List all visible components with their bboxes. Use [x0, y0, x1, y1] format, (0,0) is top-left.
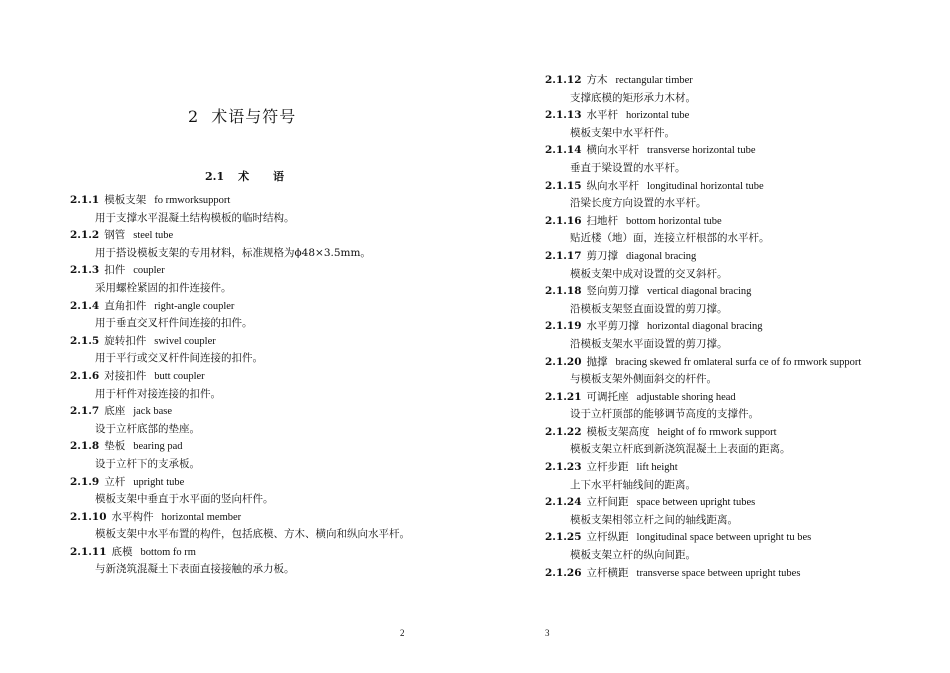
- term-entry: [545, 424, 885, 459]
- term-entry: [70, 192, 410, 227]
- term-chinese: 横向水平杆: [586, 144, 640, 157]
- term-entry: [545, 72, 885, 107]
- term-heading: [70, 474, 410, 492]
- term-english: diagonal bracing: [626, 250, 697, 262]
- term-number: 2.1.9: [70, 475, 100, 488]
- term-definition: 模板支架中垂直于水平面的竖向杆件。: [95, 493, 274, 506]
- term-english: height of fo rmwork support: [657, 426, 777, 438]
- term-english: horizontal tube: [626, 110, 690, 122]
- term-chinese: 竖向剪刀撑: [586, 285, 640, 298]
- term-entry: [70, 333, 410, 368]
- term-chinese: 对接扣件: [104, 369, 147, 382]
- term-entry: [70, 368, 410, 403]
- term-entry: [545, 389, 885, 424]
- term-english: rectangular timber: [615, 75, 693, 86]
- term-heading: [545, 389, 885, 407]
- term-english: adjustable shoring head: [636, 391, 736, 403]
- term-chinese: 直角扣件: [104, 299, 147, 312]
- term-definition: 用于支撑水平混凝土结构模板的临时结构。: [95, 211, 295, 224]
- term-heading: [545, 283, 885, 301]
- term-heading: [70, 368, 410, 386]
- term-number: 2.1.23: [545, 461, 582, 474]
- term-heading: [545, 318, 885, 336]
- term-number: 2.1.6: [70, 369, 100, 382]
- term-entry: [545, 565, 885, 583]
- term-definition: 采用螺栓紧固的扣件连接件。: [95, 281, 232, 294]
- term-chinese: 立杆横距: [586, 566, 629, 579]
- term-chinese: 扫地杆: [586, 214, 619, 227]
- term-english: bottom fo rm: [140, 546, 196, 558]
- term-definition: 支撑底模的矩形承力木材。: [570, 91, 696, 104]
- term-list: [545, 72, 885, 582]
- term-definition: 贴近楼（地）面，连接立杆根部的水平杆。: [570, 232, 770, 245]
- term-definition: 用于杆件对接连接的扣件。: [95, 387, 221, 400]
- term-entry: [70, 509, 410, 544]
- term-english: fo rmworksupport: [154, 195, 231, 206]
- term-definition: 设于立杆顶部的能够调节高度的支撑件。: [570, 408, 759, 421]
- term-english: longitudinal space between upright tu bes: [636, 532, 812, 544]
- term-definition: 设于立杆底部的垫座。: [95, 422, 200, 435]
- term-number: 2.1.3: [70, 264, 100, 277]
- term-number: 2.1.16: [545, 214, 582, 227]
- term-number: 2.1.14: [545, 144, 582, 157]
- term-number: 2.1.24: [545, 496, 582, 509]
- term-chinese: 水平剪刀撑: [586, 320, 640, 333]
- term-number: 2.1.20: [545, 355, 582, 368]
- term-chinese: 纵向水平杆: [586, 179, 640, 192]
- term-number: 2.1.7: [70, 405, 100, 418]
- term-chinese: 可调托座: [586, 390, 629, 403]
- section-number: 2.1: [205, 170, 225, 183]
- term-english: butt coupler: [154, 370, 205, 382]
- term-heading: [545, 565, 885, 583]
- term-chinese: 扣件: [104, 264, 126, 277]
- term-definition: 沿模板支架水平面设置的剪刀撑。: [570, 337, 728, 350]
- term-number: 2.1.17: [545, 249, 582, 262]
- term-definition: 模板支架中成对设置的交叉斜杆。: [570, 267, 728, 280]
- term-entry: [70, 403, 410, 438]
- term-number: 2.1.5: [70, 334, 100, 347]
- term-english: coupler: [133, 265, 165, 277]
- term-chinese: 剪刀撑: [586, 249, 619, 262]
- term-number: 2.1.4: [70, 299, 100, 312]
- term-definition: 与模板支架外侧面斜交的杆件。: [570, 373, 717, 386]
- term-chinese: 底模: [111, 545, 133, 558]
- term-heading: [70, 403, 410, 421]
- term-definition: 沿梁长度方向设置的水平杆。: [570, 197, 707, 210]
- term-entry: [545, 178, 885, 213]
- term-definition: 模板支架中水平杆件。: [570, 126, 675, 139]
- term-definition: 与新浇筑混凝土下表面直接接触的承力板。: [95, 563, 295, 576]
- term-heading: [545, 424, 885, 442]
- right-page: [475, 0, 950, 673]
- term-heading: [545, 459, 885, 477]
- term-entry: [545, 107, 885, 142]
- section-name: 术 语: [238, 170, 294, 183]
- term-heading: [545, 213, 885, 231]
- term-definition: 用于搭设模板支架的专用材料，标准规格为ϕ48×3.5mm。: [95, 246, 371, 259]
- term-number: 2.1.18: [545, 285, 582, 298]
- term-number: 2.1.15: [545, 179, 582, 192]
- term-number: 2.1.25: [545, 531, 582, 544]
- term-heading: [70, 298, 410, 316]
- term-entry: [70, 438, 410, 473]
- term-heading: [545, 72, 885, 90]
- term-number: 2.1.2: [70, 229, 100, 242]
- term-heading: [70, 262, 410, 280]
- term-chinese: 方木: [586, 74, 608, 86]
- term-chinese: 水平杆: [586, 109, 619, 122]
- term-chinese: 旋转扣件: [104, 334, 147, 347]
- term-number: 2.1.21: [545, 390, 582, 403]
- term-list: [70, 192, 410, 579]
- term-heading: [545, 248, 885, 266]
- term-entry: [545, 248, 885, 283]
- term-heading: [545, 107, 885, 125]
- chapter-title: [188, 104, 296, 127]
- term-heading: [545, 142, 885, 160]
- term-entry: [70, 262, 410, 297]
- term-heading: [70, 227, 410, 245]
- term-chinese: 模板支架: [104, 194, 147, 206]
- term-chinese: 垫板: [104, 440, 126, 453]
- term-english: horizontal member: [161, 511, 242, 523]
- term-definition: 垂直于梁设置的水平杆。: [570, 161, 686, 174]
- term-english: bearing pad: [133, 441, 183, 453]
- term-chinese: 立杆步距: [586, 461, 629, 474]
- term-english: bottom horizontal tube: [626, 215, 722, 227]
- term-number: 2.1.26: [545, 566, 582, 579]
- term-heading: [70, 509, 410, 527]
- term-entry: [545, 354, 885, 389]
- term-english: space between upright tubes: [636, 497, 756, 509]
- chapter-number: 2: [188, 107, 200, 126]
- term-heading: [545, 494, 885, 512]
- term-heading: [545, 178, 885, 196]
- term-chinese: 钢管: [104, 229, 126, 242]
- term-definition: 模板支架立杆的纵向间距。: [570, 549, 696, 562]
- term-number: 2.1.10: [70, 510, 107, 523]
- term-entry: [70, 544, 410, 579]
- term-chinese: 模板支架高度: [586, 425, 650, 438]
- term-english: steel tube: [133, 230, 174, 242]
- term-english: jack base: [133, 406, 173, 418]
- term-number: 2.1.1: [70, 194, 100, 206]
- term-number: 2.1.19: [545, 320, 582, 333]
- term-number: 2.1.12: [545, 74, 582, 86]
- term-entry: [545, 459, 885, 494]
- page-number: 2: [400, 628, 405, 638]
- term-english: horizontal diagonal bracing: [647, 321, 763, 333]
- term-heading: [70, 438, 410, 456]
- term-number: 2.1.11: [70, 545, 107, 558]
- term-english: bracing skewed fr omlateral surfa ce of fo rmwork support: [615, 356, 862, 368]
- term-definition: 沿模板支架竖直面设置的剪刀撑。: [570, 302, 728, 315]
- term-heading: [70, 544, 410, 562]
- term-entry: [545, 142, 885, 177]
- term-heading: [70, 192, 410, 210]
- section-title: [205, 168, 294, 184]
- term-english: vertical diagonal bracing: [647, 286, 752, 298]
- term-english: longitudinal horizontal tube: [647, 180, 764, 192]
- term-chinese: 底座: [104, 405, 126, 418]
- term-entry: [70, 298, 410, 333]
- term-definition: 模板支架立杆底到新浇筑混凝土上表面的距离。: [570, 443, 791, 456]
- term-definition: 上下水平杆轴线间的距离。: [570, 478, 696, 491]
- term-entry: [545, 318, 885, 353]
- term-number: 2.1.8: [70, 440, 100, 453]
- term-chinese: 立杆: [104, 475, 126, 488]
- term-entry: [545, 529, 885, 564]
- term-english: transverse space between upright tubes: [636, 567, 801, 579]
- term-entry: [545, 494, 885, 529]
- term-english: transverse horizontal tube: [647, 145, 756, 157]
- term-definition: 设于立杆下的支承板。: [95, 457, 200, 470]
- term-entry: [70, 474, 410, 509]
- term-chinese: 立杆间距: [586, 496, 629, 509]
- term-definition: 用于平行或交叉杆件间连接的扣件。: [95, 352, 263, 365]
- term-number: 2.1.22: [545, 425, 582, 438]
- term-chinese: 立杆纵距: [586, 531, 629, 544]
- term-chinese: 水平构件: [111, 510, 154, 523]
- term-english: upright tube: [133, 476, 185, 488]
- term-entry: [545, 213, 885, 248]
- page-number: 3: [545, 628, 550, 638]
- term-definition: 模板支架相邻立杆之间的轴线距离。: [570, 513, 738, 526]
- term-english: swivel coupler: [154, 335, 216, 347]
- chapter-name: 术语与符号: [211, 107, 297, 126]
- term-heading: [545, 354, 885, 372]
- term-heading: [70, 333, 410, 351]
- term-definition: 用于垂直交叉杆件间连接的扣件。: [95, 317, 253, 330]
- term-heading: [545, 529, 885, 547]
- term-number: 2.1.13: [545, 109, 582, 122]
- term-entry: [545, 283, 885, 318]
- term-english: right-angle coupler: [154, 300, 235, 312]
- term-english: lift height: [636, 462, 678, 474]
- term-entry: [70, 227, 410, 262]
- term-definition: 模板支架中水平布置的构件，包括底模、方木、横向和纵向水平杆。: [95, 528, 410, 541]
- term-chinese: 抛撑: [586, 355, 608, 368]
